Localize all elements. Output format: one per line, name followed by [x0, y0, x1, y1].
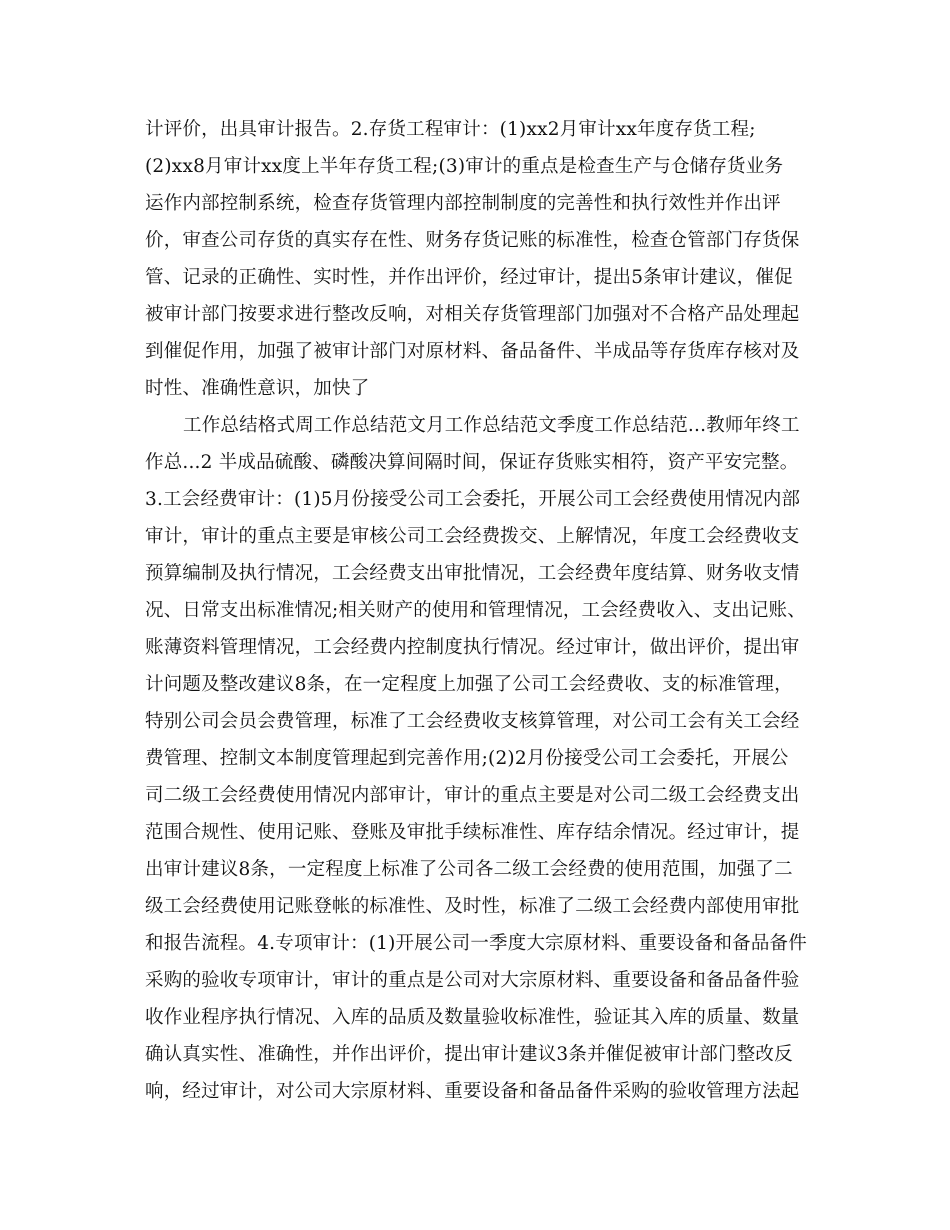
text-line: 作总...2 半成品硫酸、磷酸决算间隔时间，保证存货账实相符，资产平安完整。 [145, 452, 799, 473]
text-line: 账薄资料管理情况，工会经费内控制度执行情况。经过审计，做出评价，提出审 [145, 637, 800, 658]
text-line: 采购的验收专项审计，审计的重点是公司对大宗原材料、重要设备和备品备件验 [145, 970, 800, 991]
text-line: 计评价，出具审计报告。2.存货工程审计：(1)xx2月审计xx年度存货工程; [145, 119, 756, 140]
text-line: 管、记录的正确性、实时性，并作出评价，经过审计，提出5条审计建议，催促 [145, 267, 793, 288]
text-line: 被审计部门按要求进行整改反响，对相关存货管理部门加强对不合格产品处理起 [145, 304, 800, 325]
text-line: 确认真实性、准确性，并作出评价，提出审计建议3条并催促被审计部门整改反 [145, 1044, 793, 1065]
text-line: 价，审查公司存货的真实存在性、财务存货记账的标准性，检查仓管部门存货保 [145, 230, 800, 251]
text-line: 费管理、控制文本制度管理起到完善作用;(2)2月份接受公司工会委托，开展公 [145, 748, 789, 769]
text-line: 况、日常支出标准情况;相关财产的使用和管理情况，工会经费收入、支出记账、 [145, 600, 806, 621]
text-line: 级工会经费使用记账登帐的标准性、及时性，标准了二级工会经费内部使用审批 [145, 896, 800, 917]
text-line: 3.工会经费审计：(1)5月份接受公司工会委托，开展公司工会经费使用情况内部 [145, 489, 801, 510]
text-line: (2)xx8月审计xx度上半年存货工程;(3)审计的重点是检查生产与仓储存货业务 [145, 156, 784, 177]
text-line: 时性、准确性意识，加快了 [145, 378, 370, 399]
text-line: 和报告流程。4.专项审计：(1)开展公司一季度大宗原材料、重要设备和备品备件 [145, 933, 807, 954]
text-line: 收作业程序执行情况、入库的品质及数量验收标准性，验证其入库的质量、数量 [145, 1007, 800, 1028]
text-line: 范围合规性、使用记账、登账及审批手续标准性、库存结余情况。经过审计，提 [145, 822, 800, 843]
text-line: 到催促作用，加强了被审计部门对原材料、备品备件、半成品等存货库存核对及 [145, 341, 800, 362]
text-line: 审计，审计的重点主要是审核公司工会经费拨交、上解情况，年度工会经费收支 [145, 526, 800, 547]
text-line: 预算编制及执行情况，工会经费支出审批情况，工会经费年度结算、财务收支情 [145, 563, 800, 584]
text-line: 特别公司会员会费管理，标准了工会经费收支核算管理，对公司工会有关工会经 [145, 711, 800, 732]
text-line: 司二级工会经费使用情况内部审计，审计的重点主要是对公司二级工会经费支出 [145, 785, 800, 806]
text-line: 出审计建议8条，一定程度上标准了公司各二级工会经费的使用范围，加强了二 [145, 859, 793, 880]
text-line: 响，经过审计，对公司大宗原材料、重要设备和备品备件采购的验收管理方法起 [145, 1081, 800, 1102]
paragraph-first-line: 工作总结格式周工作总结范文月工作总结范文季度工作总结范...教师年终工 [183, 415, 800, 436]
text-line: 运作内部控制系统，检查存货管理内部控制制度的完善性和执行效性并作出评 [145, 193, 781, 214]
text-line: 计问题及整改建议8条，在一定程度上加强了公司工会经费收、支的标准管理， [145, 674, 793, 695]
